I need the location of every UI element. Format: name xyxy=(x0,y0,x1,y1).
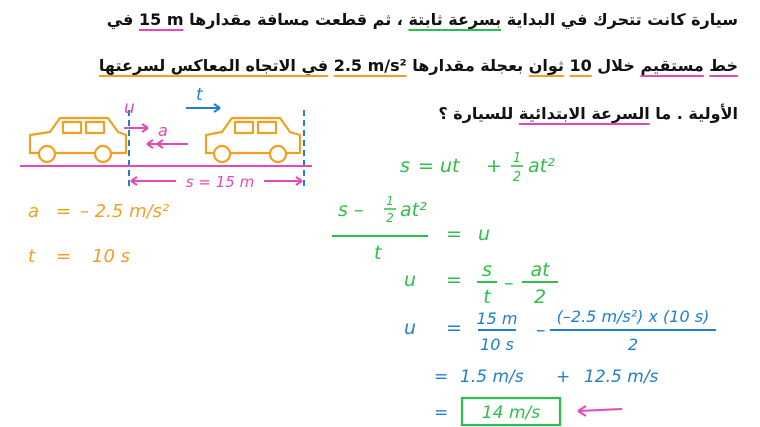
car-initial-icon xyxy=(30,118,126,162)
givens xyxy=(28,201,169,267)
question-text: سيارة كانت تتحرك في البداية xyxy=(506,10,738,29)
eq3-s: s xyxy=(482,259,492,281)
eq5-equals: = xyxy=(434,367,449,387)
eq3-t: t xyxy=(483,286,491,308)
eq2-u: u xyxy=(478,223,491,245)
eq4-product: (–2.5 m/s²) x (10 s) xyxy=(556,307,710,326)
eq1-plus: + xyxy=(486,155,502,177)
equation-suvat xyxy=(400,151,555,185)
eq1-at2: at² xyxy=(528,155,555,177)
equation-substitution xyxy=(404,307,716,354)
question-text: خلال xyxy=(597,56,635,75)
given-a-value: – 2.5 m/s² xyxy=(80,201,170,222)
question-text: ، ثم قطعت مسافة مقدارها xyxy=(189,10,403,29)
answer-value: 14 m/s xyxy=(481,403,541,423)
question-text: بعجلة مقدارها xyxy=(412,56,524,75)
eq4-distance: 15 m xyxy=(476,309,518,328)
eq5-value-2: 12.5 m/s xyxy=(584,367,659,387)
question-highlight-constant-speed: بسرعة ثابتة xyxy=(408,10,502,29)
question-highlight-line: خط xyxy=(709,56,738,75)
eq3-u: u xyxy=(404,269,417,291)
eq1-s: s xyxy=(400,155,410,177)
eq4-u: u xyxy=(404,317,417,339)
equation-rearranged xyxy=(332,194,490,264)
eq2-num-s: s – xyxy=(338,199,364,221)
question-text: للسيارة ؟ xyxy=(438,104,514,123)
final-answer xyxy=(434,398,622,425)
distance-label: s = 15 m xyxy=(185,173,255,191)
eq3-two: 2 xyxy=(533,286,547,308)
eq1-half-den: 2 xyxy=(512,170,522,185)
eq1-half-num: 1 xyxy=(512,151,522,166)
given-a-symbol: a xyxy=(28,201,40,222)
question-highlight-initial-speed: السرعة الابتدائية xyxy=(518,104,650,123)
equation-values xyxy=(434,367,659,387)
eq2-at2: at² xyxy=(400,199,427,221)
question-text: الأولية . ما xyxy=(655,104,738,123)
eq2-equals: = xyxy=(446,223,462,245)
eq4-minus: – xyxy=(536,319,546,341)
velocity-label: u xyxy=(124,98,135,118)
eq4-two: 2 xyxy=(627,335,639,354)
time-label: t xyxy=(196,85,203,105)
question-acceleration-value: 2.5 m/s² xyxy=(333,56,407,75)
eq2-half-den: 2 xyxy=(386,211,394,225)
eq2-half-num: 1 xyxy=(386,194,394,208)
question-time-value: 10 xyxy=(569,56,592,75)
eq6-equals: = xyxy=(434,403,449,423)
question-highlight-opposite-direction: في الاتجاه المعاكس لسرعتها xyxy=(98,56,329,75)
eq3-equals: = xyxy=(446,269,462,291)
acceleration-label: a xyxy=(158,121,168,140)
answer-pointer-arrow xyxy=(578,409,622,411)
question-text: في xyxy=(106,10,134,29)
eq2-den-t: t xyxy=(374,242,382,264)
eq4-time: 10 s xyxy=(480,335,514,354)
given-t-equals: = xyxy=(56,246,72,267)
question-highlight-straight: مستقيم xyxy=(640,56,704,75)
given-t-symbol: t xyxy=(28,246,36,267)
question-time-unit: ثوان xyxy=(528,56,564,75)
car-final-icon xyxy=(206,118,300,162)
eq3-at: at xyxy=(530,259,550,281)
eq1-ut: ut xyxy=(440,155,460,177)
eq4-equals: = xyxy=(446,317,462,339)
given-a-equals: = xyxy=(56,201,72,222)
eq5-plus: + xyxy=(556,367,571,387)
equation-u xyxy=(404,259,558,308)
eq1-equals: = xyxy=(418,155,434,177)
given-t-value: 10 s xyxy=(92,246,131,267)
eq5-value-1: 1.5 m/s xyxy=(460,367,524,387)
eq3-minus: – xyxy=(504,272,514,294)
question-distance-value: 15 m xyxy=(138,10,184,29)
